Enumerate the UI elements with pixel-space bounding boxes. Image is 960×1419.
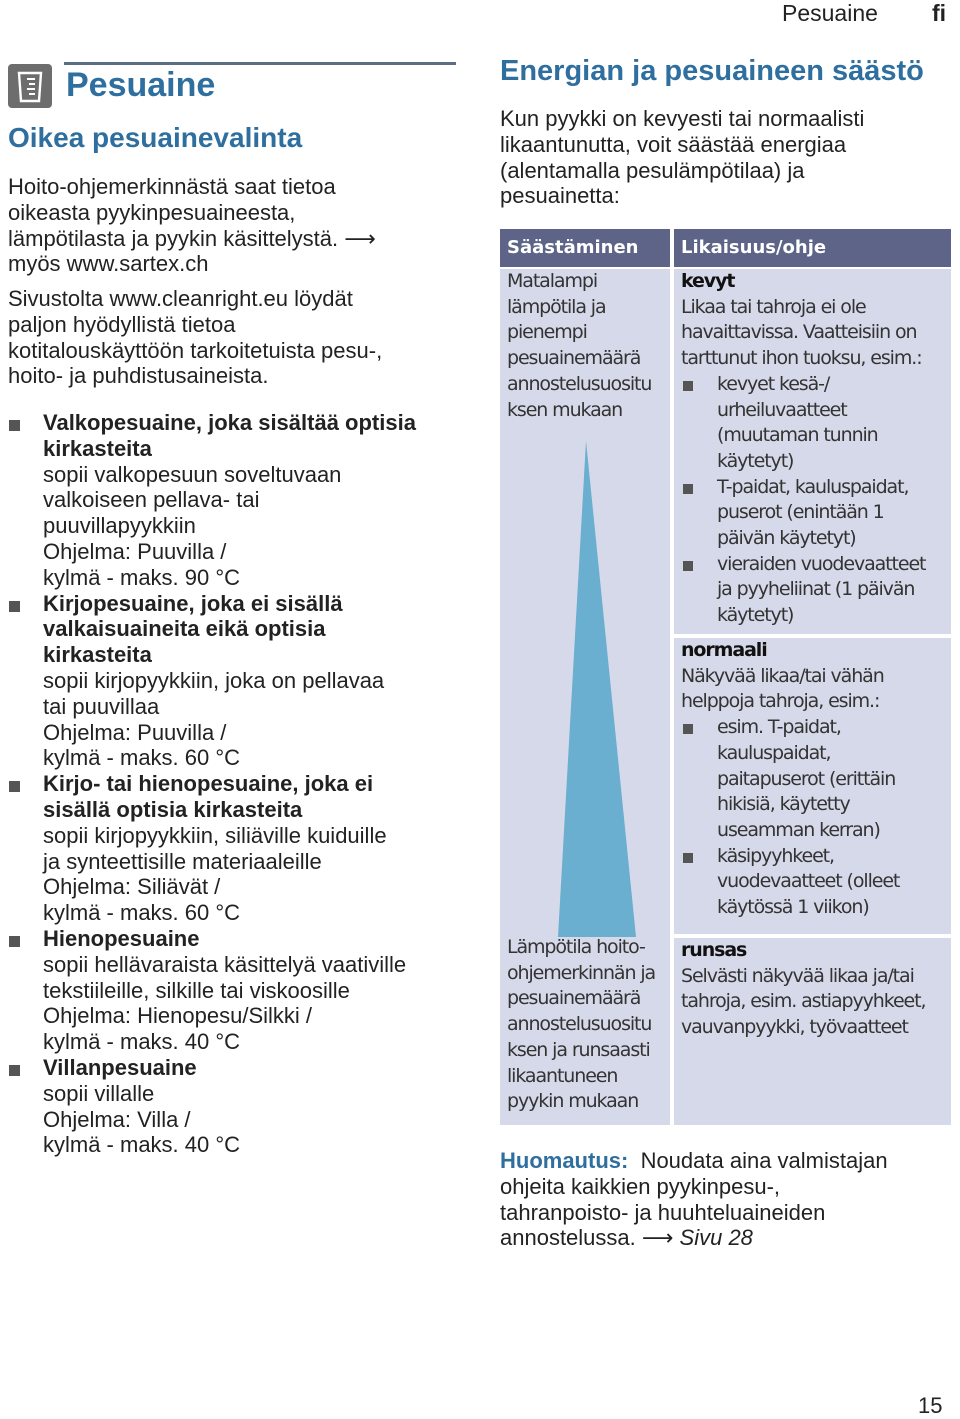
text-line: likaantuneen bbox=[507, 1064, 618, 1087]
column-header-soiling: Likaisuus/ohje bbox=[674, 229, 951, 267]
soiling-cell-heavy bbox=[674, 938, 951, 1125]
note-text: annostelussa. ⟶ bbox=[500, 1225, 680, 1251]
text-line: päivän käytetyt) bbox=[717, 527, 856, 550]
bullet-marker bbox=[683, 484, 693, 494]
text-line: (alentamalla pesulämpötilaa) ja bbox=[500, 157, 805, 183]
detergent-detail: Ohjelma: Villa / bbox=[43, 1106, 191, 1132]
text-line: hikisiä, käytetty bbox=[717, 793, 850, 816]
text-line: ohjemerkinnän ja bbox=[507, 961, 656, 984]
text-line: pienempi bbox=[507, 321, 587, 344]
detergent-detail: sopii kirjopyykkiin, joka on pellavaa bbox=[43, 667, 385, 693]
running-header-language: fi bbox=[932, 0, 947, 26]
savings-low-text bbox=[507, 269, 667, 423]
note bbox=[500, 1148, 950, 1251]
detergent-item bbox=[8, 591, 458, 772]
detergent-detail: Ohjelma: Hienopesu/Silkki / bbox=[43, 1003, 313, 1029]
savings-high-text bbox=[507, 935, 667, 1115]
detergent-detail: Ohjelma: Siliävät / bbox=[43, 874, 221, 900]
text-line: ja pyyheliinat (1 päivän bbox=[717, 578, 915, 601]
detergent-detail: sopii valkopesuun soveltuvaan bbox=[43, 461, 342, 487]
bullet-marker bbox=[683, 381, 693, 391]
soiling-example-item bbox=[681, 372, 946, 475]
detergent-detail: sopii hellävaraista käsittelyä vaativille bbox=[43, 951, 407, 977]
chapter-rule bbox=[64, 62, 456, 65]
soiling-heavy-text bbox=[681, 938, 946, 1041]
detergent-item bbox=[8, 771, 458, 926]
text-line: Kun pyykki on kevyesti tai normaalisti bbox=[500, 106, 865, 131]
note-line bbox=[500, 1225, 950, 1251]
text-line: useamman kerran) bbox=[717, 818, 880, 841]
detergent-detail: ja synteettisille materiaaleille bbox=[43, 848, 322, 874]
text-line: oikeasta pyykinpesuaineesta, bbox=[8, 199, 296, 225]
detergent-name: Hienopesuaine bbox=[43, 925, 200, 951]
chapter-title: Pesuaine bbox=[66, 66, 216, 104]
bullet-marker bbox=[683, 561, 693, 571]
soiling-example-item bbox=[681, 475, 946, 552]
text-line: ksen mukaan bbox=[507, 398, 623, 421]
soiling-description: Näkyvää likaa/tai vähän bbox=[681, 664, 884, 687]
bullet-marker bbox=[9, 420, 20, 431]
text-line: käytetyt) bbox=[717, 449, 794, 472]
text-line: pesuainemäärä bbox=[507, 347, 641, 370]
note-line: tahranpoisto- ja huuhteluaineiden bbox=[500, 1199, 826, 1225]
soiling-normal-text bbox=[681, 638, 946, 921]
text-line: myös www.sartex.ch bbox=[8, 251, 209, 277]
soiling-description: tarttunut ihon tuoksu, esim.: bbox=[681, 347, 922, 370]
intro-paragraph-2 bbox=[8, 286, 448, 389]
bullet-marker bbox=[9, 1065, 20, 1076]
soiling-example-item bbox=[681, 715, 946, 844]
detergent-name: kirkasteita bbox=[43, 435, 152, 461]
text-line: lämpötilasta ja pyykin käsittelystä. ⟶ bbox=[8, 225, 376, 251]
soiling-examples bbox=[681, 715, 946, 921]
detergent-detail: kylmä - maks. 40 °C bbox=[43, 1029, 241, 1055]
note-text: Noudata aina valmistajan bbox=[640, 1148, 888, 1173]
detergent-detail: puuvillapyykkiin bbox=[43, 513, 196, 539]
detergent-detail: tai puuvillaa bbox=[43, 693, 160, 719]
text-line: vieraiden vuodevaatteet bbox=[717, 552, 926, 575]
text-line: kevyet kesä-/ bbox=[717, 372, 830, 395]
note-line: ohjeita kaikkien pyykinpesu-, bbox=[500, 1173, 781, 1199]
bullet-marker bbox=[9, 781, 20, 792]
soiling-description: havaittavissa. Vaatteisiin on bbox=[681, 321, 917, 344]
savings-table bbox=[500, 229, 951, 1125]
section-title: Oikea pesuainevalinta bbox=[8, 122, 303, 153]
text-line: pesuainetta: bbox=[500, 183, 620, 209]
detergent-detail: kylmä - maks. 90 °C bbox=[43, 564, 241, 590]
detergent-detail: Ohjelma: Puuvilla / bbox=[43, 719, 227, 745]
detergent-detail: valkoiseen pellava- tai bbox=[43, 487, 260, 513]
running-header-section: Pesuaine bbox=[782, 0, 878, 26]
text-line: annostelusuositu bbox=[507, 372, 652, 395]
page-number: 15 bbox=[918, 1393, 943, 1418]
detergent-dispenser-icon bbox=[8, 64, 52, 108]
bullet-marker bbox=[9, 936, 20, 947]
detergent-item bbox=[8, 1055, 458, 1158]
text-line: käsipyyhkeet, bbox=[717, 844, 834, 867]
text-line: Sivustolta www.cleanright.eu löydät bbox=[8, 286, 353, 311]
text-line: Lämpötila hoito- bbox=[507, 936, 645, 958]
column-header-savings: Säästäminen bbox=[500, 229, 670, 267]
detergent-detail: kylmä - maks. 60 °C bbox=[43, 900, 241, 926]
text-line: paljon hyödyllistä tietoa bbox=[8, 311, 236, 337]
soiling-cell-normal bbox=[674, 638, 951, 934]
soiling-cell-light bbox=[674, 269, 951, 634]
text-line: puserot (enintään 1 bbox=[717, 501, 884, 524]
detergent-list bbox=[8, 410, 458, 1158]
text-line: käytetyt) bbox=[717, 604, 794, 627]
soiling-description: helppoja tahroja, esim.: bbox=[681, 690, 880, 713]
text-line: esim. T-paidat, bbox=[717, 716, 841, 739]
detergent-name: Villanpesuaine bbox=[43, 1054, 197, 1080]
detergent-item bbox=[8, 410, 458, 591]
text-line: annostelusuositu bbox=[507, 1013, 652, 1036]
soiling-level-name: runsas bbox=[681, 939, 747, 961]
bullet-marker bbox=[9, 601, 20, 612]
detergent-item bbox=[8, 926, 458, 1055]
detergent-name: valkaisuaineita eikä optisia bbox=[43, 616, 326, 642]
note-label: Huomautus: bbox=[500, 1148, 629, 1173]
text-line: vuodevaatteet (olleet bbox=[717, 870, 900, 893]
soiling-description: Selvästi näkyvää likaa ja/tai bbox=[681, 964, 914, 987]
text-line: kauluspaidat, bbox=[717, 741, 831, 764]
detergent-detail: Ohjelma: Puuvilla / bbox=[43, 538, 227, 564]
soiling-description: vauvanpyykki, työvaatteet bbox=[681, 1016, 908, 1039]
soiling-description: tahroja, esim. astiapyyhkeet, bbox=[681, 990, 926, 1013]
text-line: paitapuserot (erittäin bbox=[717, 767, 896, 790]
detergent-name: kirkasteita bbox=[43, 642, 152, 668]
soiling-example-item bbox=[681, 844, 946, 921]
soiling-examples bbox=[681, 372, 946, 629]
text-line: urheiluvaatteet bbox=[717, 398, 847, 421]
detergent-detail: kylmä - maks. 60 °C bbox=[43, 745, 241, 771]
page-reference-link[interactable]: Sivu 28 bbox=[679, 1225, 753, 1251]
bullet-marker bbox=[683, 724, 693, 734]
text-line: käytössä 1 viikon) bbox=[717, 896, 869, 919]
text-line: (muutaman tunnin bbox=[717, 424, 878, 447]
text-line: ksen ja runsaasti bbox=[507, 1038, 650, 1061]
detergent-name: Kirjopesuaine, joka ei sisällä bbox=[43, 590, 343, 616]
energy-section-title: Energian ja pesuaineen säästö bbox=[500, 55, 924, 87]
bullet-marker bbox=[683, 853, 693, 863]
detergent-name: Valkopesuaine, joka sisältää optisia bbox=[43, 410, 416, 435]
soiling-description: Likaa tai tahroja ei ole bbox=[681, 295, 866, 318]
intro-paragraph-1 bbox=[8, 174, 448, 277]
text-line: kotitalouskäyttöön tarkoitetuista pesu-, bbox=[8, 337, 383, 363]
detergent-detail: kylmä - maks. 40 °C bbox=[43, 1132, 241, 1158]
text-line: Hoito-ohjemerkinnästä saat tietoa bbox=[8, 174, 336, 199]
soiling-level-name: normaali bbox=[681, 639, 767, 661]
text-line: T-paidat, kauluspaidat, bbox=[717, 475, 909, 498]
detergent-detail: tekstiileille, silkille tai viskoosille bbox=[43, 977, 350, 1003]
soiling-light-text bbox=[681, 269, 946, 629]
text-line: pyykin mukaan bbox=[507, 1090, 639, 1113]
detergent-detail: sopii kirjopyykkiin, siliäville kuiduille bbox=[43, 822, 387, 848]
savings-wedge-shape bbox=[558, 441, 636, 937]
text-line: Matalampi bbox=[507, 270, 597, 292]
detergent-name: Kirjo- tai hienopesuaine, joka ei bbox=[43, 771, 374, 797]
soiling-level-name: kevyt bbox=[681, 270, 735, 292]
text-line: pesuainemäärä bbox=[507, 987, 641, 1010]
detergent-name: sisällä optisia kirkasteita bbox=[43, 796, 303, 822]
soiling-example-item bbox=[681, 552, 946, 629]
text-line: likaantunutta, voit säästää energiaa bbox=[500, 131, 847, 157]
energy-intro bbox=[500, 106, 950, 209]
text-line: lämpötila ja bbox=[507, 295, 606, 318]
detergent-detail: sopii villalle bbox=[43, 1080, 155, 1106]
text-line: hoito- ja puhdistusaineista. bbox=[8, 363, 269, 389]
note-line bbox=[500, 1148, 950, 1174]
